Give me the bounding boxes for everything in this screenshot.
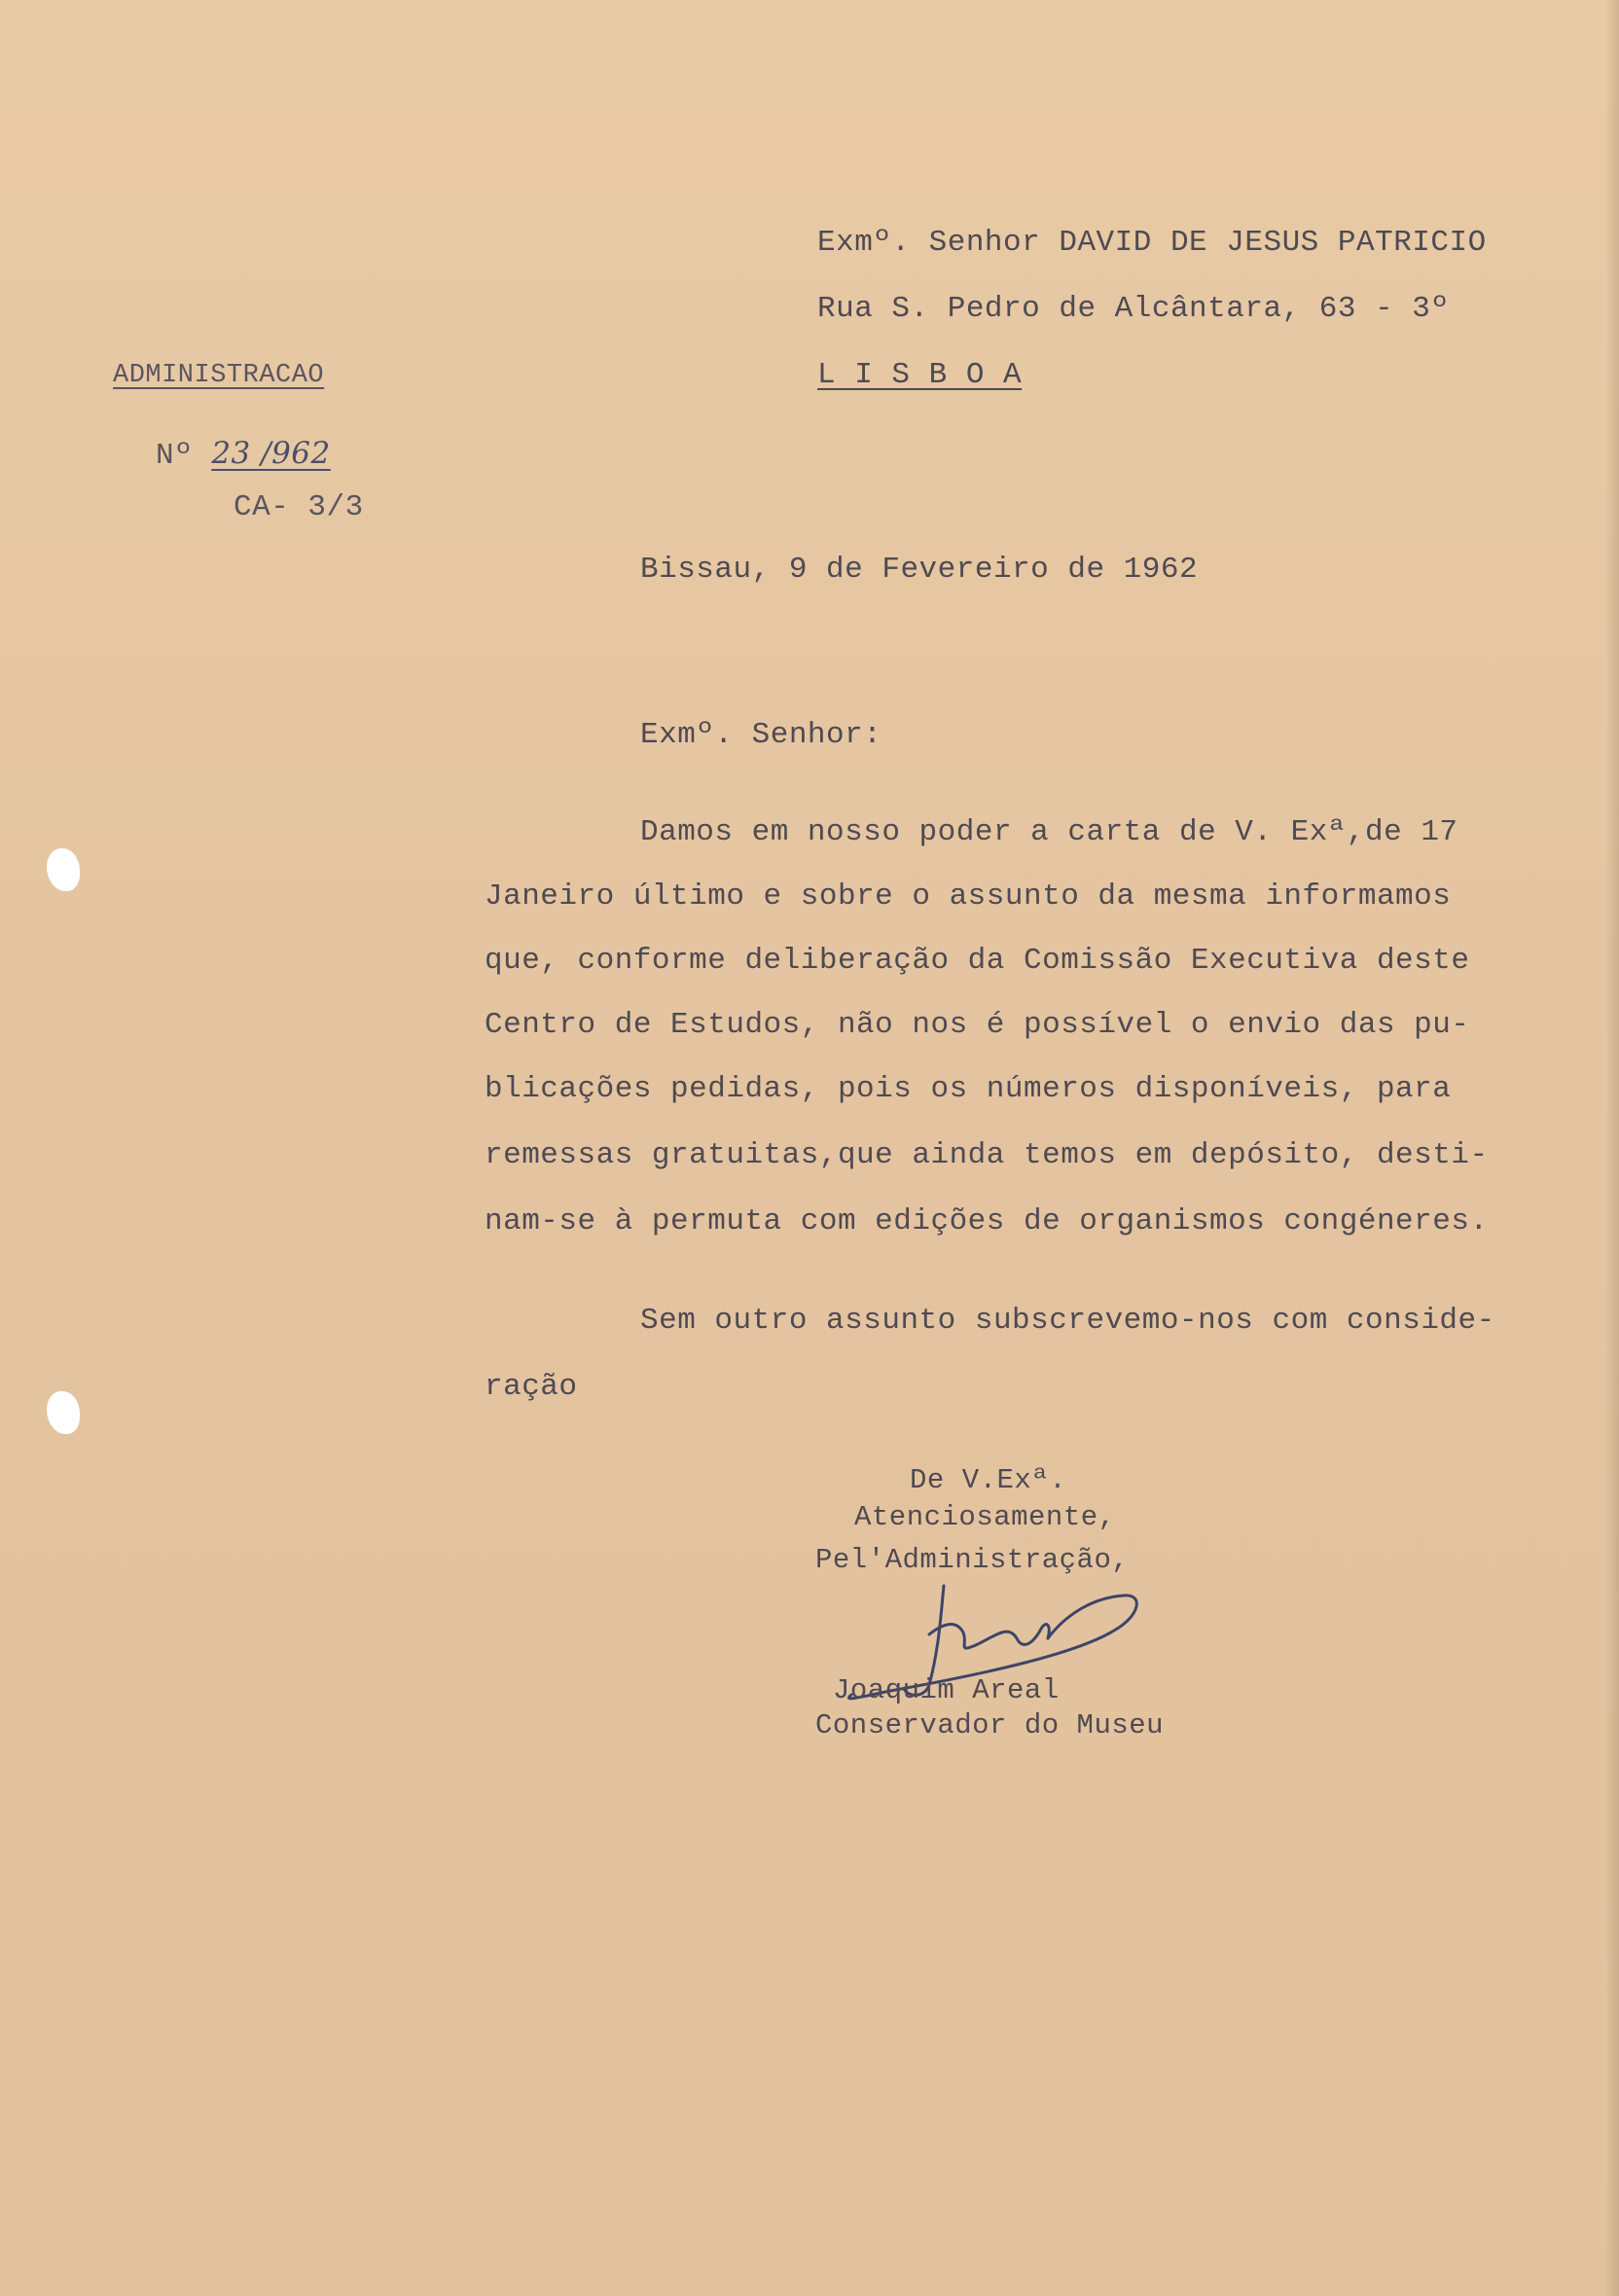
- reference-number-value: 23 /962: [211, 436, 331, 471]
- body-line-4: Centro de Estudos, não nos é possível o envio das pu-: [485, 1008, 1470, 1042]
- page-edge-shadow: [1605, 0, 1619, 2296]
- signoff-line-3: Pel'Administração,: [815, 1544, 1130, 1576]
- signoff-line-1: De V.Exª.: [910, 1464, 1067, 1496]
- signatory-title: Conservador do Museu: [815, 1709, 1165, 1741]
- closing-line-1: Sem outro assunto subscrevemo-nos com conside-: [640, 1304, 1495, 1338]
- reference-number: [156, 434, 331, 476]
- reference-code: CA- 3/3: [234, 490, 364, 524]
- recipient-address: Rua S. Pedro de Alcântara, 63 - 3º: [817, 292, 1450, 326]
- reference-number-prefix: Nº: [156, 439, 194, 473]
- date-line: Bissau, 9 de Fevereiro de 1962: [640, 553, 1199, 587]
- signatory-name: Joaquim Areal: [833, 1674, 1060, 1706]
- body-line-7: nam-se à permuta com edições de organismos congéneres.: [485, 1204, 1489, 1238]
- department-label: ADMINISTRACAO: [113, 361, 325, 390]
- body-line-6: remessas gratuitas,que ainda temos em depósito, desti-: [485, 1138, 1489, 1172]
- closing-line-2: ração: [485, 1370, 578, 1404]
- signoff-line-2: Atenciosamente,: [854, 1501, 1116, 1533]
- body-line-5: blicações pedidas, pois os números disponíveis, para: [485, 1072, 1452, 1106]
- body-line-1: Damos em nosso poder a carta de V. Exª,de 17: [640, 815, 1458, 849]
- body-line-2: Janeiro último e sobre o assunto da mesma informamos: [485, 879, 1452, 914]
- salutation: Exmº. Senhor:: [640, 718, 882, 752]
- recipient-city: L I S B O A: [817, 358, 1023, 392]
- recipient-name: Exmº. Senhor DAVID DE JESUS PATRICIO: [817, 226, 1487, 260]
- body-line-3: que, conforme deliberação da Comissão Executiva deste: [485, 944, 1470, 978]
